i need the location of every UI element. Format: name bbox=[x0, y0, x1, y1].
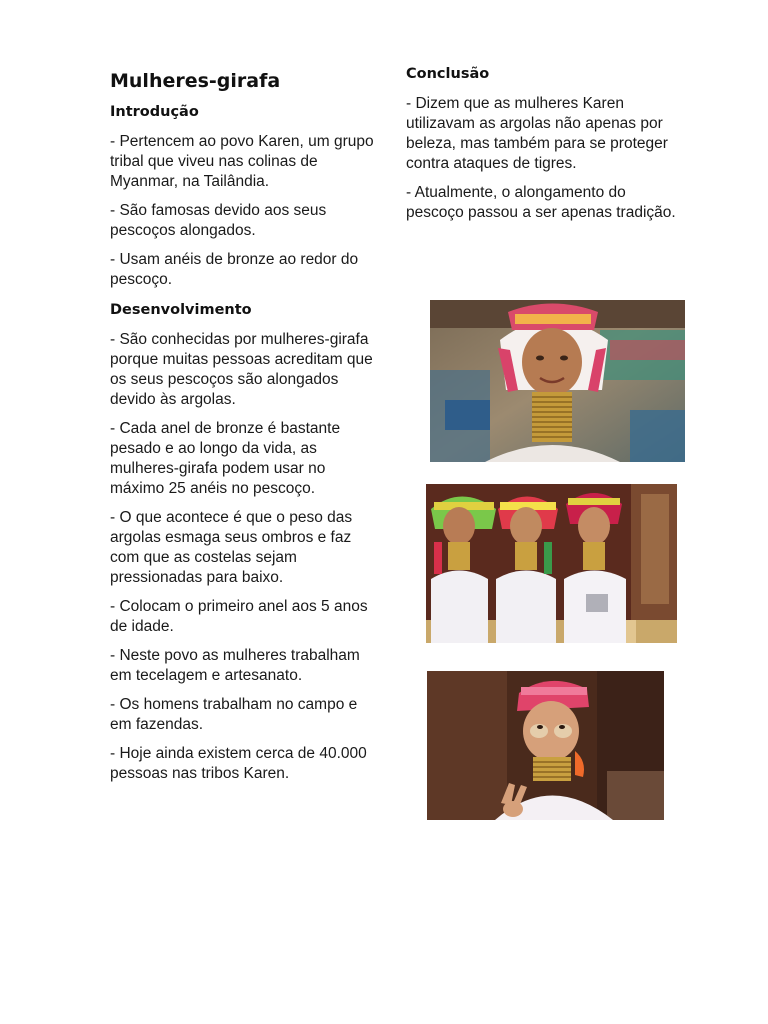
photo-icon bbox=[426, 484, 677, 643]
conclusion-paragraph: - Atualmente, o alongamento do pescoço passou a ser apenas tradição. bbox=[406, 184, 676, 221]
development-paragraph: - Cada anel de bronze é bastante pesado e ao longo da vida, as mulheres-girafa podem usar no máximo 25 anéis no pescoço. bbox=[110, 420, 341, 497]
development-paragraph: - Colocam o primeiro anel aos 5 anos de idade. bbox=[110, 598, 368, 635]
photo-karen-woman-portrait bbox=[430, 300, 685, 462]
conclusion-paragraph: - Dizem que as mulheres Karen utilizavam as argolas não apenas por beleza, mas também para se proteger contra ataques de tigres. bbox=[406, 95, 668, 172]
photo-icon bbox=[427, 671, 664, 820]
photo-karen-child bbox=[427, 671, 664, 820]
intro-heading: Introdução bbox=[110, 104, 199, 120]
photo-three-karen-women bbox=[426, 484, 677, 643]
left-column bbox=[110, 66, 378, 793]
development-heading: Desenvolvimento bbox=[110, 302, 252, 318]
intro-paragraph: - Usam anéis de bronze ao redor do pescoço. bbox=[110, 251, 359, 288]
right-column bbox=[406, 66, 676, 232]
development-paragraph: - Os homens trabalham no campo e em fazendas. bbox=[110, 696, 358, 733]
photo-icon bbox=[430, 300, 685, 462]
page-title: Mulheres-girafa bbox=[110, 70, 281, 92]
intro-paragraph: - Pertencem ao povo Karen, um grupo tribal que viveu nas colinas de Myanmar, na Tailândia. bbox=[110, 133, 374, 190]
development-paragraph: - São conhecidas por mulheres-girafa porque muitas pessoas acreditam que os seus pescoços são alongados devido às argolas. bbox=[110, 331, 373, 408]
conclusion-heading: Conclusão bbox=[406, 66, 490, 82]
intro-paragraph: - São famosas devido aos seus pescoços alongados. bbox=[110, 202, 327, 239]
development-paragraph: - Hoje ainda existem cerca de 40.000 pessoas nas tribos Karen. bbox=[110, 745, 367, 782]
development-paragraph: - O que acontece é que o peso das argolas esmaga seus ombros e faz com que as costelas sejam pressionadas para baixo. bbox=[110, 509, 353, 586]
development-paragraph: - Neste povo as mulheres trabalham em tecelagem e artesanato. bbox=[110, 647, 360, 684]
